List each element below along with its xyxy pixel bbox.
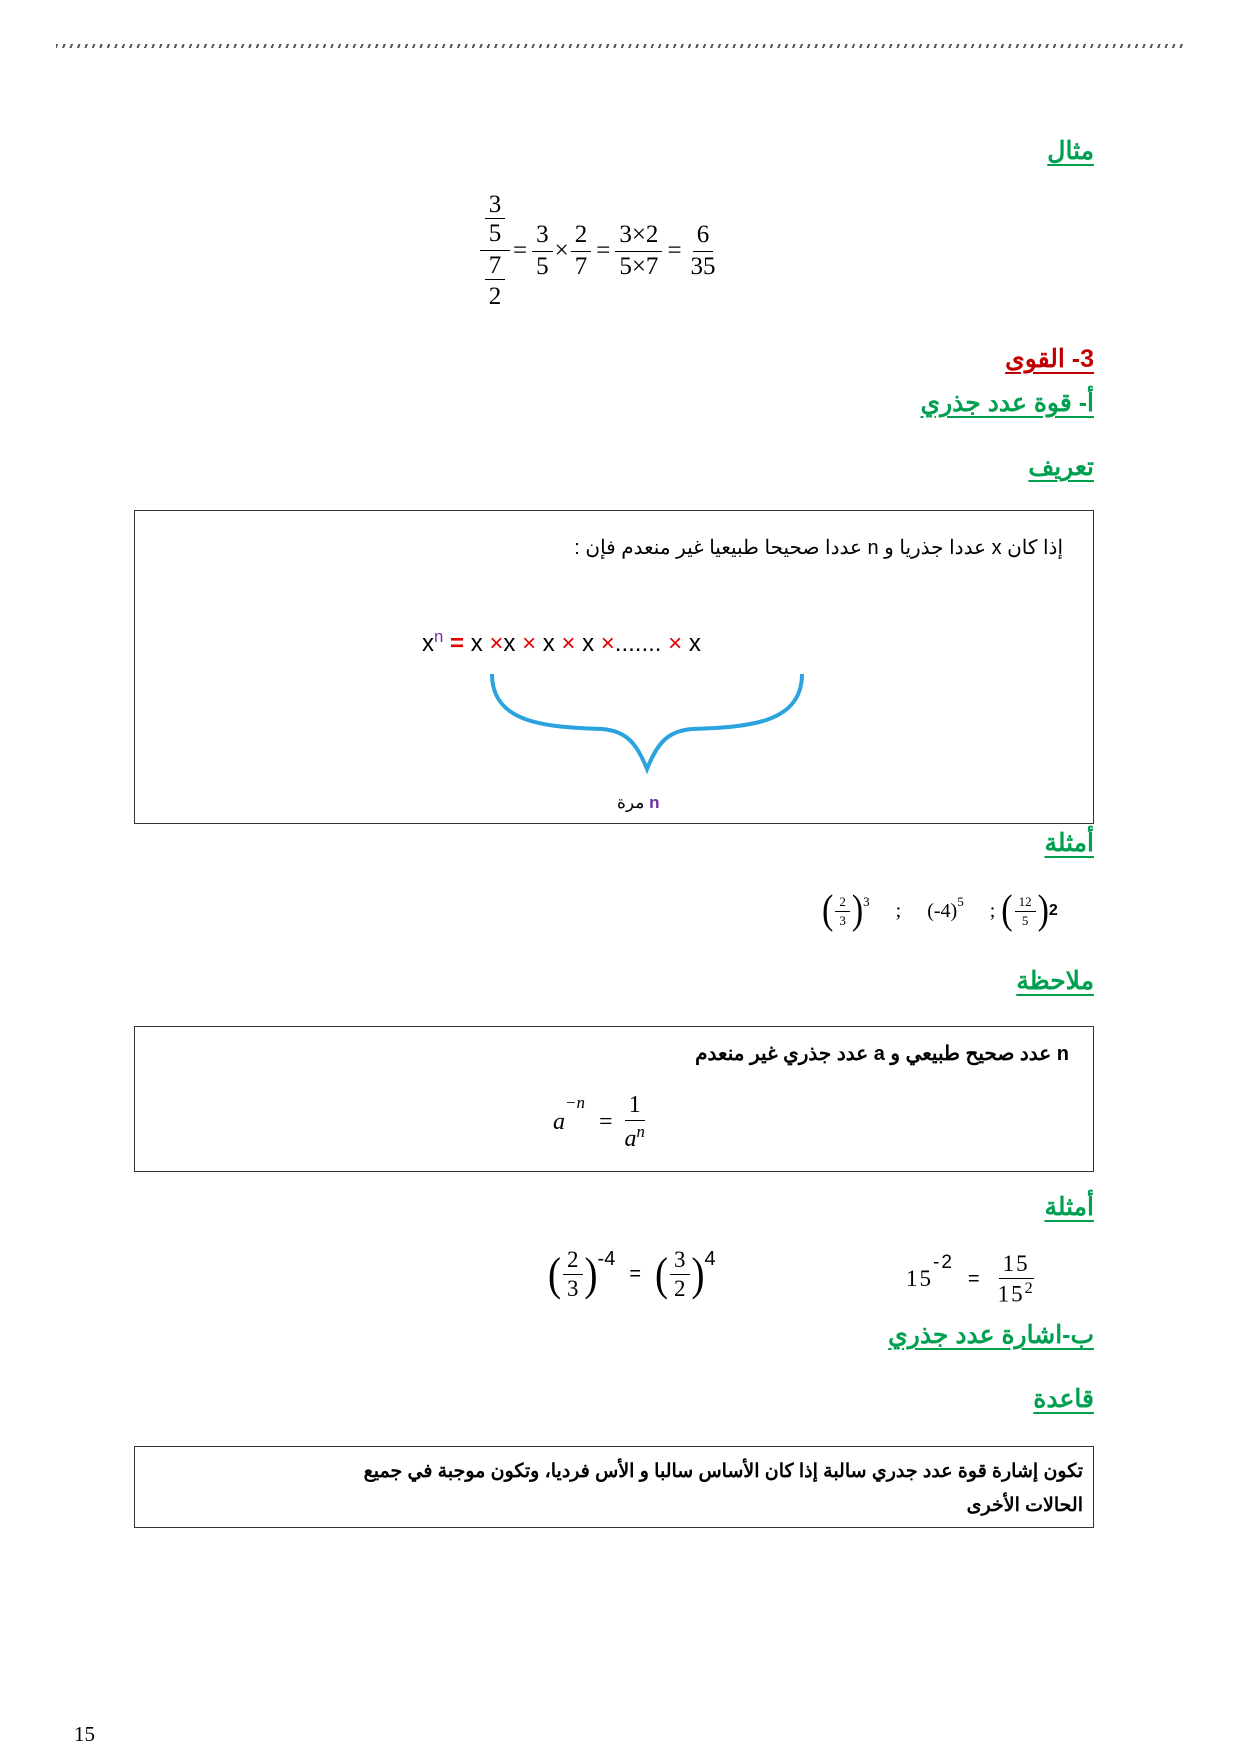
negative-power-example [548,1248,716,1301]
times-sign: × [668,630,683,657]
heading-definition: تعريف [1028,453,1094,481]
separator: ; [989,899,996,922]
numerator: 3 [670,1248,690,1275]
open-paren: ( [655,1248,669,1301]
denominator: 3 [839,912,846,928]
close-paren: ) [691,1248,705,1301]
exponent: 5 [957,894,964,909]
fraction-12-5 [1015,895,1036,927]
denominator [994,1279,1039,1307]
separator: ; [895,899,902,922]
equals-sign: = [967,1267,982,1290]
numerator: 3×2 [615,222,662,251]
ellipsis: ....... [614,630,662,657]
open-paren: ( [1001,888,1013,933]
remark-text: n عدد صحيح طبيعي و a عدد جذري غير منعدم [695,1043,1069,1065]
numerator: 1 [625,1093,645,1121]
close-paren: ) [1037,888,1049,933]
factor-x: x [470,630,483,657]
denominator: 35 [690,252,716,280]
top-dotted-rule [56,44,1186,48]
heading-examples-1: أمثلة [1044,829,1094,857]
equals-sign: = [598,1109,613,1136]
base-a: a [624,1126,637,1153]
fraction-digit: 2 [488,282,502,310]
negative-exponent-formula [553,1093,651,1152]
close-paren: ) [851,888,864,933]
upper-fraction [485,192,506,248]
main-fraction-bar [480,250,510,251]
open-paren: ( [822,888,834,933]
exponent: -2 [933,1252,954,1273]
times-sign: × [600,630,615,657]
remark-box [134,1026,1094,1172]
example-fraction-equation [480,192,722,310]
equals-sign: = [513,237,528,264]
heading-powers: 3- القوى [1005,345,1094,373]
power-expansion [422,627,701,658]
fraction-3-5 [532,222,553,280]
exponent: 4 [704,1248,716,1270]
curly-brace-icon [487,669,807,779]
denominator: 5×7 [619,252,659,280]
denominator: 5 [536,252,549,280]
fifteen-power-example [906,1252,1041,1307]
rule-line-1: تكون إشارة قوة عدد جدري سالبة إذا كان الأساس سالبا و الأس فرديا، وتكون موجبة في جميع [363,1461,1083,1482]
compound-fraction [480,192,510,310]
equals-sign: = [450,630,465,657]
denominator: 5 [1021,912,1029,928]
count-n: n [649,793,660,812]
heading-example: مثال [1047,137,1094,165]
close-paren: ) [584,1248,598,1301]
exponent: 3 [863,894,870,909]
heading-rule: قاعدة [1033,1385,1094,1413]
fraction-15-over-15-squared [994,1252,1039,1307]
times-sign: × [489,630,504,657]
fraction-6-35 [687,222,720,280]
base-x: x [422,630,434,657]
count-label [617,793,660,813]
fraction-digit: 7 [485,253,506,280]
heading-rational-power: أ- قوة عدد جذري [920,389,1094,417]
fraction-2-3 [835,895,850,927]
exponent: 2 [1048,902,1058,919]
examples-powers [822,888,1058,933]
base-15: 15 [906,1266,933,1292]
count-word: مرة [617,793,645,812]
times-sign: × [561,630,576,657]
numerator: 2 [835,895,850,912]
base-neg-4: (-4) [927,899,958,922]
factor-x: x [542,630,555,657]
denominator: 3 [567,1276,579,1302]
lower-fraction [485,253,506,311]
definition-box [134,510,1094,824]
rule-text [364,1455,1083,1523]
rule-line-2: الحالات الأخرى [966,1495,1083,1516]
numerator: 3 [532,222,553,251]
base-15: 15 [997,1281,1025,1307]
factor-x: x [688,630,701,657]
numerator: 2 [563,1248,583,1275]
base-a: a [553,1109,565,1136]
numerator: 2 [571,222,592,251]
exponent: 2 [1024,1280,1035,1298]
numerator: 6 [693,222,714,251]
heading-examples-2: أمثلة [1044,1193,1094,1221]
numerator: 12 [1015,895,1036,912]
exponent-neg-n: −n [565,1093,585,1112]
fraction-2-3 [563,1248,583,1301]
denominator [621,1121,649,1152]
equals-sign: = [596,237,611,264]
equals-sign: = [629,1263,642,1286]
exponent-n: n [636,1122,645,1142]
fraction-3-2 [670,1248,690,1301]
fraction-product [615,222,662,280]
rule-box [134,1446,1094,1528]
fraction-digit: 5 [488,220,502,248]
factor-x: x [582,630,595,657]
fraction-2-7 [571,222,592,280]
heading-remark: ملاحظة [1016,967,1094,995]
definition-text: إذا كان x عددا جذريا و n عددا صحيحا طبيعيا غير منعدم فإن : [574,537,1063,559]
factor-x: x [503,630,516,657]
page-number: 15 [74,1722,95,1746]
times-sign: × [554,237,569,264]
denominator: 2 [674,1276,686,1302]
numerator: 15 [999,1252,1034,1279]
exponent-n: n [434,627,444,646]
equals-sign: = [667,237,682,264]
exponent: -4 [597,1248,616,1270]
fraction-1-over-a-n [621,1093,649,1152]
open-paren: ( [548,1248,562,1301]
denominator: 7 [574,252,588,280]
fraction-digit: 3 [485,192,506,219]
times-sign: × [522,630,537,657]
heading-sign: ب-اشارة عدد جذري [888,1321,1094,1349]
